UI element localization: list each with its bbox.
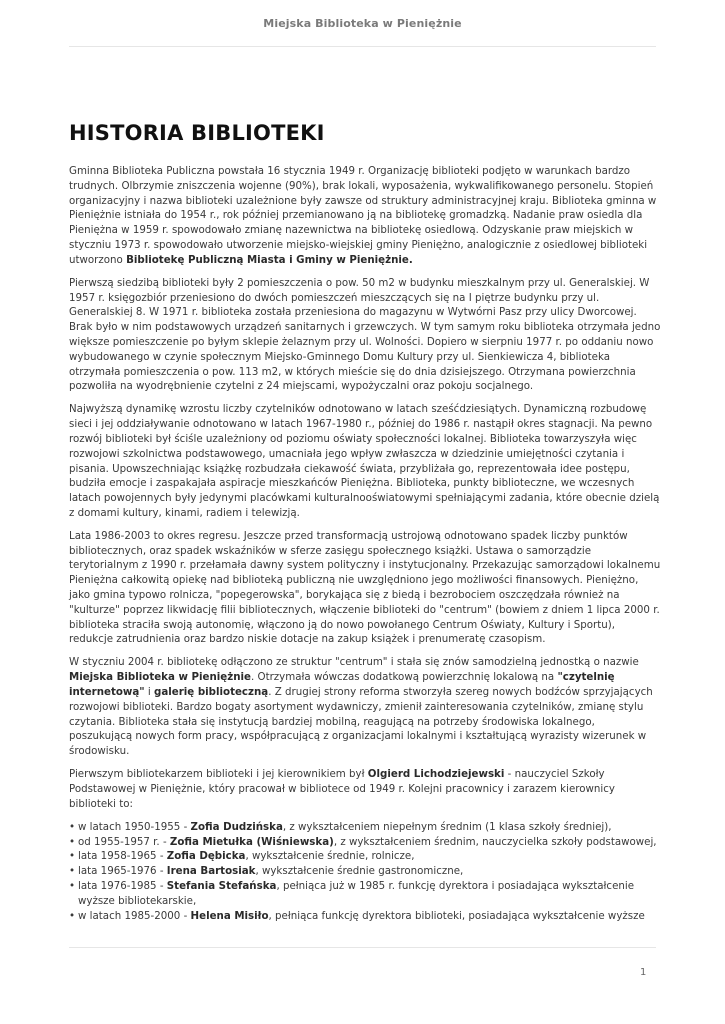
page-number: 1: [640, 967, 647, 978]
paragraph-regression: Lata 1986-2003 to okres regresu. Jeszcze przed transformacją ustrojową odnotowano spadek liczby punktów bibliotecznych, oraz spadek wskaźników w sferze zasięgu społecznego książki. Ustawa o samorządzie terytorialnym z 1990 r. przełamała dawny system polityczny i instytucjonalny. Przekazując samorządowi lokalnemu Pieniężna całkowitą opiekę nad biblioteką publiczną nie uwzględniono jego możliwości finansowych. Pieniężno, jako gmina typowo rolnicza, "popegerowska", borykająca się z biedą i bezrobociem oszczędzała również na "kulturze" poprzez likwidację filii bibliotecznych, włączenie biblioteki do "centrum" (bowiem z dniem 1 lipca 2000 r. biblioteka straciła swoją autonomię, włączono ją do nowo powołanego Centrum Oświaty, Kultury i Sportu), redukcje zatrudnienia oraz bardzo niskie dotacje na zakup książek i prenumeratę czasopism.: [69, 529, 661, 646]
paragraph-text: . Z drugiej strony reforma stworzyła szereg nowych bodźców sprzyjających rozwojowi biblioteki. Bardzo bogaty asortyment wydawniczy, zmienił zainteresowania czytelników, zmianę stylu czytania. Biblioteka stała się instytucją bardziej mobilną, reagującą na potrzeby środowiska lokalnego, poszukującą nowych form pracy, współpracującą z organizacjami lokalnymi i kształtującą wyrazisty wizerunek w środowisku.: [69, 686, 653, 758]
bold-library-name: Miejska Biblioteka w Pieniężnie: [69, 671, 251, 684]
paragraph-independence: [69, 655, 661, 759]
paragraph-locations: Pierwszą siedzibą biblioteki były 2 pomieszczenia o pow. 50 m2 w budynku mieszkalnym przy ul. Generalskiej. W 1957 r. księgozbiór przeniesiono do dwóch pomieszczeń mieszczących się na I piętrze budynku przy ul. Generalskiej 8. W 1971 r. biblioteka została przeniesiona do magazynu w Wytwórni Pasz przy ulicy Dworcowej. Brak było w nim podstawowych urządzeń sanitarnych i grzewczych. W tym samym roku biblioteka otrzymała jedno większe pomieszczenie po byłym sklepie żelaznym przy ul. Wolności. Dopiero w sierpniu 1977 r. po oddaniu nowo wybudowanego w czynie społecznym Miejsko-Gminnego Domu Kultury przy ul. Sienkiewicza 4, biblioteka otrzymała pomieszczenia o pow. 113 m2, w których mieście się do dnia dzisiejszego. Otrzymana powierzchnia pozwoliła na wyodrębnienie czytelni z 24 miejscami, wypożyczalni oraz pokoju socjalnego.: [69, 276, 661, 393]
paragraph-text: i: [144, 686, 155, 699]
bold-internet-reading-room: "czytelnię internetową": [69, 671, 615, 699]
paragraph-text: Pierwszym bibliotekarzem biblioteki i jej kierownikiem był: [69, 768, 368, 781]
paragraph-librarians: [69, 767, 661, 811]
list-item: [69, 820, 661, 835]
list-item-name: Zofia Dębicka: [166, 850, 246, 863]
paragraph-text: - nauczyciel Szkoły Podstawowej w Pieniężnie, który pracował w bibliotece od 1949 r. Kolejni pracownicy i zarazem kierownicy biblioteki to:: [69, 768, 615, 810]
list-item-period: lata 1958-1965 -: [78, 850, 167, 863]
list-item: [69, 849, 661, 864]
list-item: [69, 879, 661, 909]
paragraph-text: Gminna Biblioteka Publiczna powstała 16 stycznia 1949 r. Organizację biblioteki podjęto w warunkach bardzo trudnych. Olbrzymie zniszczenia wojenne (90%), brak lokali, wyposażenia, wykwalifikowanego personelu. Stopień organizacyjny i nazwa biblioteki uzależnione były zawsze od struktury administracyjnej kraju. Biblioteka gminna w Pieniężnie istniała do 1954 r., rok później przemianowano ją na bibliotekę gromadzką. Nadanie praw osiedla dla Pieniężna w 1959 r. spowodowało zmianę nazewnictwa na bibliotekę osiedlową. Odzyskanie praw miejskich w styczniu 1973 r. spowodowało utworzenie miejsko-wiejskiej gminy Pieniężno, analogicznie z osiedlowej biblioteki utworzono: [69, 165, 657, 266]
page-header: Miejska Biblioteka w Pieniężnie: [263, 17, 462, 30]
list-item-details: , wykształcenie średnie, rolnicze,: [245, 850, 415, 863]
bold-library-gallery: galerię biblioteczną: [154, 686, 269, 699]
list-item-name: Helena Misiło: [190, 909, 269, 922]
list-item-details: , pełniąca już w 1985 r. funkcję dyrektora i posiadająca wykształcenie wyższe bibliotekarskie,: [78, 879, 635, 907]
page-title: HISTORIA BIBLIOTEKI: [69, 121, 325, 145]
bold-library-name: Bibliotekę Publiczną Miasta i Gminy w Pieniężnie.: [126, 253, 413, 266]
paragraph-founding: [69, 164, 661, 268]
paragraph-growth: Najwyższą dynamikę wzrostu liczby czytelników odnotowano w latach sześćdziesiątych. Dynamiczną rozbudowę sieci i jej oddziaływanie odnotowano w latach 1967-1980 r., później do 1986 r. nastąpił okres stagnacji. Na pewno rozwój biblioteki był ściśle uzależniony od poziomu oświaty społeczności lokalnej. Biblioteka towarzyszyła więc rozwojowi szkolnictwa podstawowego, umacniała jego wpływ zwłaszcza w dziedzinie umiejętności czytania i pisania. Upowszechniając książkę rozbudzała ciekawość świata, przybliżała go, reprezentowała idee postępu, budziła emocje i zaspakajała aspiracje mieszkańców Pieniężna. Biblioteka, punkty biblioteczne, we wczesnych latach powojennych były jedynymi placówkami kulturalnooświatowymi spełniającymi zadania, które obecnie dzielą z domami kultury, kinami, radiem i telewizją.: [69, 403, 660, 519]
list-item: [69, 864, 661, 879]
list-item-name: Zofia Mietułka (Wiśniewska): [169, 835, 334, 848]
list-item-details: , pełniąca funkcję dyrektora biblioteki, posiadająca wykształcenie wyższe: [268, 909, 645, 922]
footer-divider: [69, 947, 656, 948]
header-divider: [69, 46, 656, 47]
list-item: [69, 909, 661, 924]
document-body: [69, 164, 661, 923]
paragraph-text: W styczniu 2004 r. bibliotekę odłączono ze struktur "centrum" i stała się znów samodzielną jednostką o nazwie: [69, 656, 639, 669]
list-item-name: Irena Bartosiak: [166, 865, 256, 878]
list-item-period: lata 1976-1985 -: [78, 879, 167, 892]
list-item: [69, 835, 661, 850]
list-item-period: w latach 1985-2000 -: [78, 909, 191, 922]
list-item-details: , wykształcenie średnie gastronomiczne,: [255, 865, 464, 878]
list-item-period: lata 1965-1976 -: [78, 865, 167, 878]
list-item-name: Zofia Dudzińska: [190, 820, 283, 833]
paragraph-text: . Otrzymała wówczas dodatkową powierzchnię lokalową na: [250, 671, 558, 684]
list-item-name: Stefania Stefańska: [166, 879, 277, 892]
list-item-period: w latach 1950-1955 -: [78, 820, 191, 833]
list-item-details: , z wykształceniem niepełnym średnim (1 klasa szkoły średniej),: [282, 820, 612, 833]
librarian-list: [69, 820, 661, 924]
list-item-details: , z wykształceniem średnim, nauczycielka szkoły podstawowej,: [333, 835, 657, 848]
list-item-period: od 1955-1957 r. -: [78, 835, 170, 848]
bold-first-librarian: Olgierd Lichodziejewski: [367, 768, 505, 781]
